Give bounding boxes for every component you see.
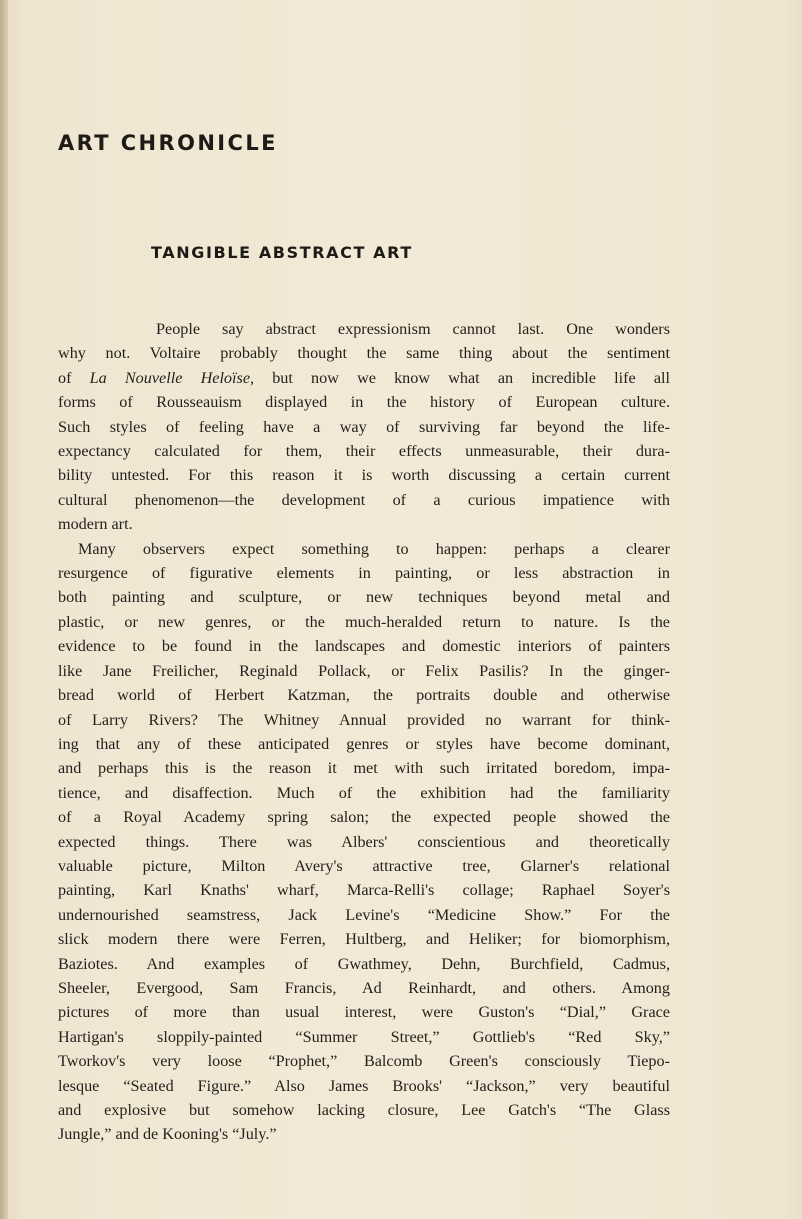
text-line: and perhaps this is the reason it met with such irritated boredom, impa- [58, 759, 670, 778]
text-line: expectancy calculated for them, their effects unmeasurable, their dura- [58, 442, 670, 461]
text-line: Tworkov's very loose “Prophet,” Balcomb Green's consciously Tiepo- [58, 1052, 670, 1071]
text-line: resurgence of figurative elements in painting, or less abstraction in [58, 564, 670, 583]
text-line: and explosive but somehow lacking closure, Lee Gatch's “The Glass [58, 1101, 670, 1119]
text-line: plastic, or new genres, or the much-heralded return to nature. Is the [58, 612, 670, 631]
text-fragment: but now we know what an incredible life all [254, 368, 671, 387]
text-line: slick modern there were Ferren, Hultberg, and Heliker; for biomorphism, [58, 930, 670, 949]
text-line: Such styles of feeling have a way of surviving far beyond the life- [58, 417, 670, 436]
text-line: like Jane Freilicher, Reginald Pollack, or Felix Pasilis? In the ginger- [58, 661, 670, 680]
text-line: tience, and disaffection. Much of the exhibition had the familiarity [58, 783, 670, 802]
text-line: bread world of Herbert Katzman, the portraits double and otherwise [58, 686, 670, 705]
text-line: valuable picture, Milton Avery's attractive tree, Glarner's relational [58, 856, 670, 875]
paragraph-1 [58, 317, 670, 537]
text-line: Many observers expect something to happen: perhaps a clearer [78, 539, 670, 558]
text-line: cultural phenomenon—the development of a curious impatience with [58, 490, 670, 509]
text-line: Sheeler, Evergood, Sam Francis, Ad Reinhardt, and others. Among [58, 978, 670, 997]
text-line [58, 366, 670, 390]
text-line: Hartigan's sloppily-painted “Summer Street,” Gottlieb's “Red Sky,” [58, 1027, 670, 1046]
text-line: evidence to be found in the landscapes and domestic interiors of painters [58, 637, 670, 656]
text-line: Baziotes. And examples of Gwathmey, Dehn, Burchfield, Cadmus, [58, 954, 670, 973]
text-line: undernourished seamstress, Jack Levine's “Medicine Show.” For the [58, 905, 670, 924]
text-line: bility untested. For this reason it is worth discussing a certain current [58, 466, 670, 485]
text-line: Jungle,” and de Kooning's “July.” [58, 1125, 277, 1144]
text-fragment: of [58, 368, 90, 387]
text-line: why not. Voltaire probably thought the same thing about the sentiment [58, 344, 670, 363]
article-title: TANGIBLE ABSTRACT ART [151, 243, 413, 262]
text-line: expected things. There was Albers' conscientious and theoretically [58, 832, 670, 851]
text-line: ing that any of these anticipated genres or styles have become dominant, [58, 734, 670, 753]
text-line: pictures of more than usual interest, were Guston's “Dial,” Grace [58, 1003, 670, 1022]
text-line: painting, Karl Knaths' wharf, Marca-Relli's collage; Raphael Soyer's [58, 881, 670, 900]
text-line: lesque “Seated Figure.” Also James Brooks' “Jackson,” very beautiful [58, 1076, 670, 1095]
text-line: of a Royal Academy spring salon; the expected people showed the [58, 808, 670, 827]
paragraph-2 [58, 537, 670, 1147]
text-line: forms of Rousseauism displayed in the history of European culture. [58, 393, 670, 412]
text-line: both painting and sculpture, or new techniques beyond metal and [58, 588, 670, 607]
text-line: People say abstract expressionism cannot last. One wonders [156, 320, 670, 338]
page-gutter [0, 0, 8, 1219]
text-line: of Larry Rivers? The Whitney Annual provided no warrant for think- [58, 710, 670, 729]
article-body [58, 317, 670, 1147]
section-title: ART CHRONICLE [58, 131, 278, 155]
book-title-italic: La Nouvelle Heloïse, [89, 368, 255, 387]
text-line: modern art. [58, 515, 133, 534]
